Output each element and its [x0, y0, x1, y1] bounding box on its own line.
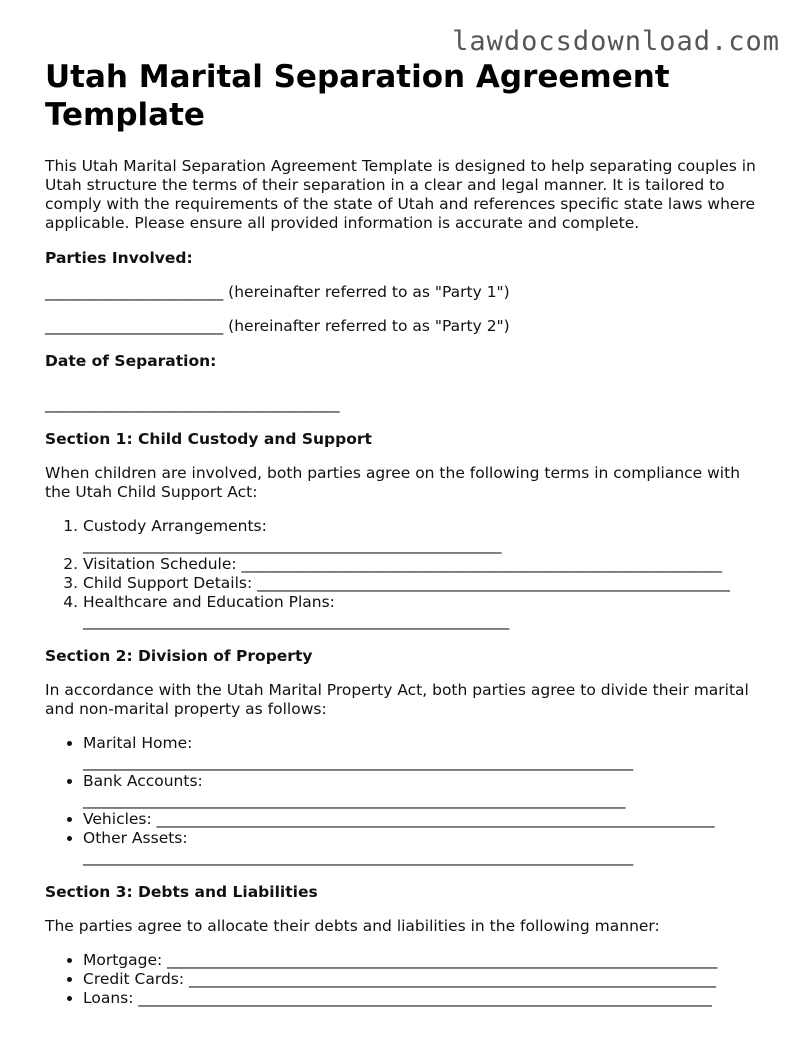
- section2-heading: Section 2: Division of Property: [45, 647, 313, 665]
- section3-list: [45, 951, 765, 1008]
- document-title: Utah Marital Separation Agreement Template: [45, 59, 670, 133]
- watermark: lawdocsdownload.com: [452, 26, 780, 57]
- party1-line: _______________________ (hereinafter referred to as "Party 1"): [45, 283, 510, 301]
- section2-list: [45, 734, 765, 867]
- list-item: • Marital Home: _______________________________________________________________________: [83, 734, 765, 772]
- section1-text: When children are involved, both parties agree on the following terms in compliance with the Utah Child Support Act:: [45, 464, 741, 501]
- list-item: • Loans: __________________________________________________________________________: [83, 989, 765, 1008]
- list-item: 4. Healthcare and Education Plans: _______________________________________________________: [83, 593, 765, 631]
- parties-heading: Parties Involved:: [45, 249, 193, 267]
- document-page: [45, 58, 765, 1008]
- list-item: • Bank Accounts: ______________________________________________________________________: [83, 772, 765, 810]
- list-item: • Other Assets: _______________________________________________________________________: [83, 829, 765, 867]
- list-item: 1. Custody Arrangements: ______________________________________________________: [83, 517, 765, 555]
- separation-date-blank: ______________________________________: [45, 395, 340, 413]
- section2-text: In accordance with the Utah Marital Property Act, both parties agree to divide their marital and non-marital property as follows:: [45, 681, 749, 718]
- list-item: • Credit Cards: ____________________________________________________________________: [83, 970, 765, 989]
- list-item: 3. Child Support Details: _____________________________________________________________: [83, 574, 765, 593]
- section3-text: The parties agree to allocate their debts and liabilities in the following manner:: [45, 917, 660, 935]
- separation-heading: Date of Separation:: [45, 352, 217, 370]
- section1-list: [45, 517, 765, 631]
- list-item: 2. Visitation Schedule: ______________________________________________________________: [83, 555, 765, 574]
- section3-heading: Section 3: Debts and Liabilities: [45, 883, 318, 901]
- party2-line: _______________________ (hereinafter referred to as "Party 2"): [45, 317, 510, 335]
- list-item: • Mortgage: _______________________________________________________________________: [83, 951, 765, 970]
- list-item: • Vehicles: ________________________________________________________________________: [83, 810, 765, 829]
- intro-paragraph: This Utah Marital Separation Agreement Template is designed to help separating couples in Utah structure the terms of their separation in a clear and legal manner. It is tailored to comply with the requirements of the state of Utah and references specific state laws where applicable. Please ensure all provided information is accurate and complete.: [45, 157, 756, 232]
- section1-heading: Section 1: Child Custody and Support: [45, 430, 372, 448]
